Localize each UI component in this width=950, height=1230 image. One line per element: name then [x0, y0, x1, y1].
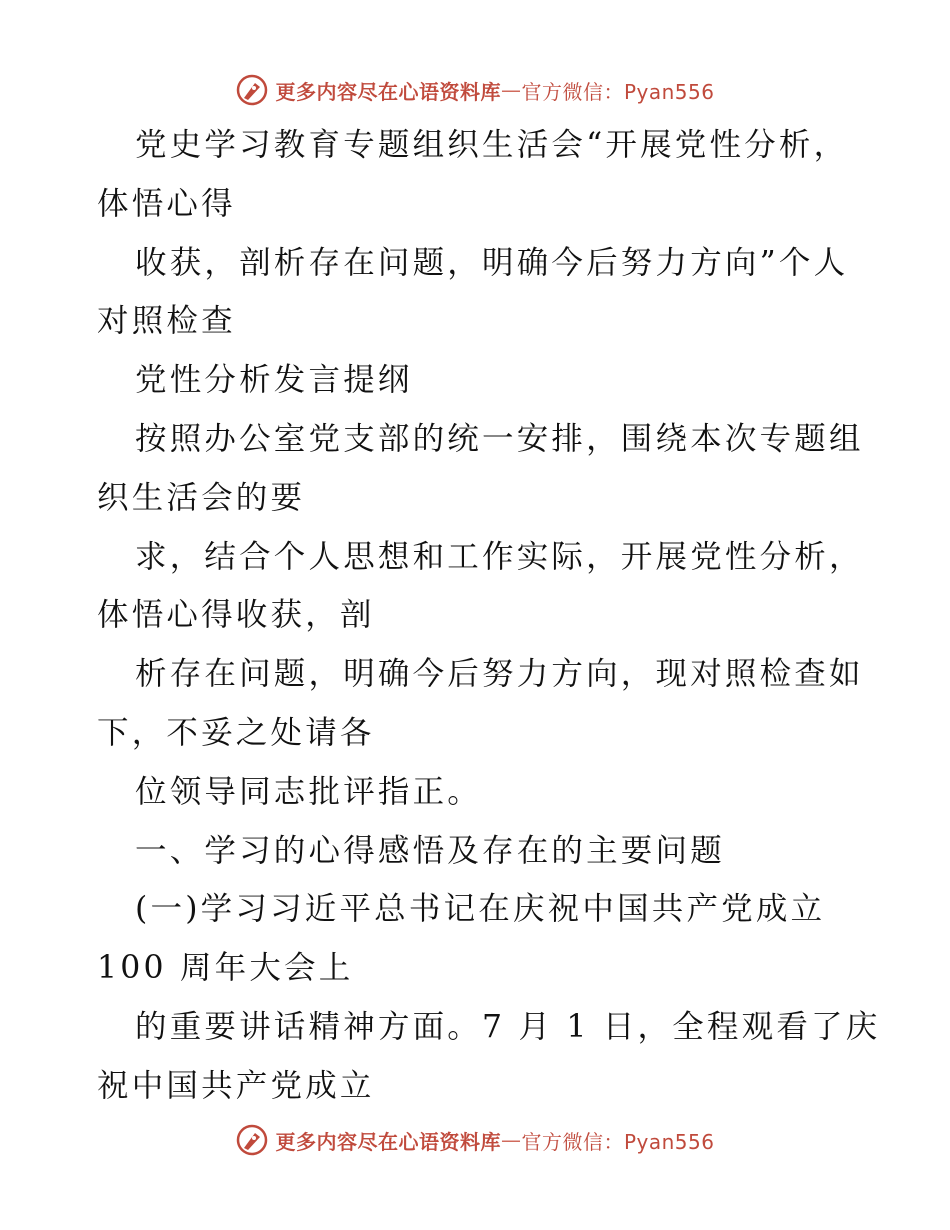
pen-nib-logo-icon	[235, 73, 269, 107]
body-line-17: 祝中国共产党成立	[97, 1067, 375, 1104]
body-line-4: 对照检查	[97, 303, 236, 340]
body-line-14: (一)学习习近平总书记在庆祝中国共产党成立	[135, 891, 826, 928]
banner-separator: —	[500, 1128, 522, 1152]
body-line-15: 100 周年大会上	[97, 950, 354, 987]
body-line-6: 按照办公室党支部的统一安排，围绕本次专题组	[135, 420, 864, 457]
banner-separator: —	[500, 78, 522, 102]
body-line-2: 体悟心得	[97, 185, 236, 222]
body-line-3: 收获，剖析存在问题，明确今后努力方向”个人	[135, 244, 849, 281]
footer-watermark-banner	[0, 1120, 950, 1160]
body-line-8: 求，结合个人思想和工作实际，开展党性分析，	[135, 538, 864, 575]
pen-nib-logo-icon	[235, 1123, 269, 1157]
body-line-11: 下，不妥之处请各	[97, 714, 375, 751]
body-line-10: 析存在问题，明确今后努力方向，现对照检查如	[135, 656, 864, 693]
section-heading-1: 一、学习的心得感悟及存在的主要问题	[135, 832, 725, 869]
body-line-5: 党性分析发言提纲	[135, 362, 413, 399]
body-line-12: 位领导同志批评指正。	[135, 773, 483, 810]
banner-contact-text: 官方微信：Pyan556	[521, 79, 715, 104]
body-line-9: 体悟心得收获，剖	[97, 597, 375, 634]
body-line-16: 的重要讲话精神方面。7 月 1 日，全程观看了庆	[135, 1008, 881, 1045]
document-body	[97, 116, 881, 1116]
banner-contact-text: 官方微信：Pyan556	[521, 1129, 715, 1154]
body-line-7: 织生活会的要	[97, 479, 306, 516]
body-line-1: 党史学习教育专题组织生活会“开展党性分析，	[135, 127, 849, 163]
header-watermark-banner	[0, 70, 950, 110]
banner-brand-text: 更多内容尽在心语资料库	[275, 1129, 501, 1154]
banner-brand-text: 更多内容尽在心语资料库	[275, 79, 501, 104]
